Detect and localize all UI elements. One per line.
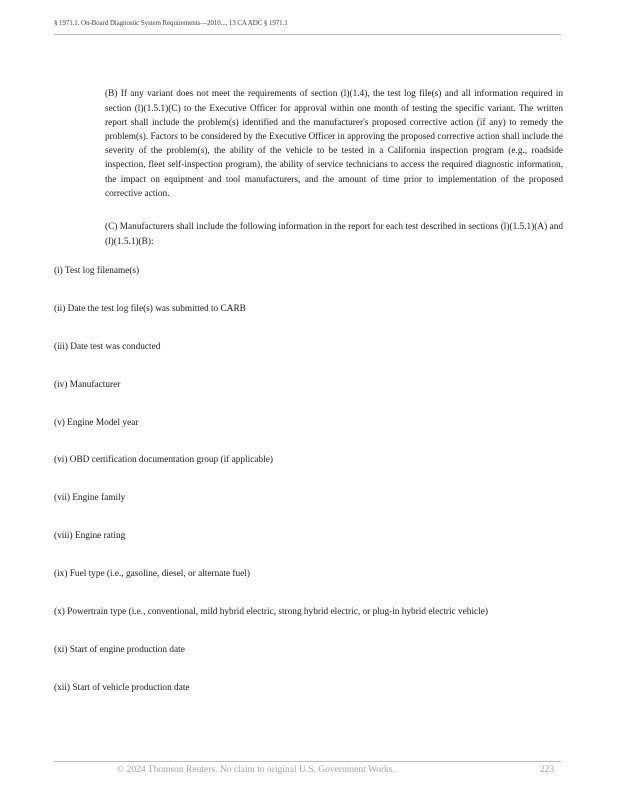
list-item: (xi) Start of engine production date	[54, 644, 185, 655]
copyright-notice: © 2024 Thomson Reuters. No claim to original U.S. Government Works.	[117, 765, 395, 775]
list-item: (i) Test log filename(s)	[54, 266, 140, 276]
list-item: (v) Engine Model year	[54, 417, 139, 428]
list-item: (ii) Date the test log file(s) was submitted to CARB	[54, 303, 246, 314]
list-item: (vi) OBD certification documentation group (if applicable)	[54, 455, 273, 466]
footer-divider	[54, 761, 561, 762]
list-item: (viii) Engine rating	[54, 531, 126, 542]
paragraph-b: (B) If any variant does not meet the requirements of section (l)(1.4), the test log file(s) and all information required in section (l)(1.5.1)(C) to the Executive Officer for approval within one month of testing the specific variant. The written report shall include the problem(s) identified and the manufacturer's proposed corrective action (if any) to remedy the problem(s). Factors to be considered by the Executive Officer in approving the proposed corrective action shall include the severity of the problem(s), the ability of the vehicle to be tested in a California inspection program (e.g., roadside inspection, fleet self-inspection program), the ability of service technicians to access the required diagnostic information, the impact on equipment and tool manufacturers, and the amount of time prior to implementation of the proposed corrective action.	[105, 89, 563, 199]
list-item: (iv) Manufacturer	[54, 379, 121, 390]
report-item-list	[54, 264, 488, 719]
page-number: 223	[540, 765, 555, 775]
list-item: (xii) Start of vehicle production date	[54, 682, 190, 693]
list-item: (iii) Date test was conducted	[54, 341, 161, 352]
list-item: (vii) Engine family	[54, 493, 126, 504]
header-divider	[54, 34, 561, 35]
list-item: (ix) Fuel type (i.e., gasoline, diesel, or alternate fuel)	[54, 569, 250, 580]
running-header: § 1971.1. On-Board Diagnostic System Requirements—2010..., 13 CA ADC § 1971.1	[54, 19, 288, 27]
paragraph-c: (C) Manufacturers shall include the following information in the report for each test described in sections (l)(1.5.1)(A) and (l)(1.5.1)(B):	[105, 222, 563, 247]
list-item: (x) Powertrain type (i.e., conventional, mild hybrid electric, strong hybrid electric, or plug-in hybrid electric vehicle)	[54, 607, 488, 618]
